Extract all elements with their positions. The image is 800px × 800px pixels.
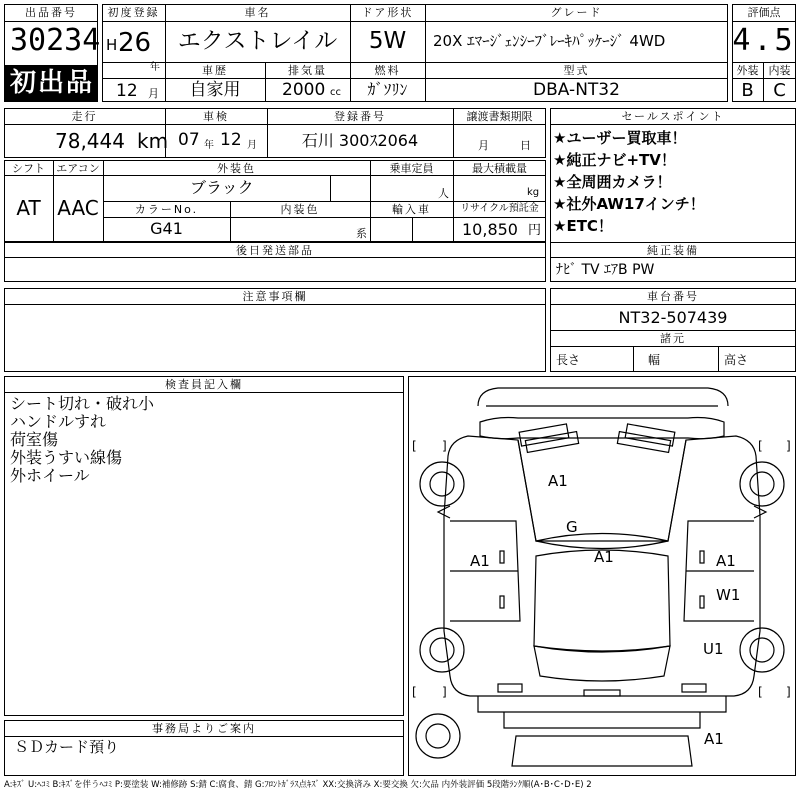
displacement-value: 2000 [282, 80, 326, 100]
mark-right-front: A1 [716, 552, 736, 570]
first-reg-month: 12 [116, 81, 138, 101]
svg-text:]: ] [786, 439, 791, 453]
ext-color-value: ブラック [190, 178, 254, 197]
sales-point-item: ★全周囲カメラ！ [553, 173, 672, 191]
notes-label: 注意事項欄 [242, 290, 308, 303]
recycle-unit: 円 [528, 223, 542, 238]
svg-text:]: ] [442, 685, 447, 699]
specs-label: 諸元 [660, 332, 686, 345]
int-grade-value: C [773, 80, 786, 101]
displacement-label: 排気量 [288, 64, 327, 77]
inspector-line: シート切れ・破れ小 [10, 394, 155, 413]
sales-point-item: ★純正ナビ+TV！ [553, 151, 676, 169]
int-color-unit: 系 [356, 227, 367, 240]
history-value: 自家用 [189, 80, 241, 100]
month-unit: 月 [148, 87, 159, 100]
mileage-value: 78,444 [55, 129, 125, 153]
displacement-unit: cc [330, 87, 341, 98]
office-value: ＳＤカード預り [14, 738, 120, 756]
model-label: 型式 [563, 64, 590, 77]
import-label: 輸入車 [392, 203, 431, 216]
ext-grade-label: 外装 [736, 64, 759, 77]
svg-text:[: [ [412, 685, 417, 699]
score-label: 評価点 [747, 6, 781, 19]
length-label: 長さ [556, 353, 581, 367]
inspector-line: 荷室傷 [10, 430, 59, 449]
lot-number: 30234 [10, 23, 101, 58]
car-diagram [408, 376, 796, 776]
mark-right-rear-door: W1 [716, 586, 741, 604]
ext-grade-value: B [741, 80, 754, 101]
year-unit: 年 [150, 62, 160, 73]
inspector-line: 外ホイール [10, 466, 90, 485]
model-value: DBA-NT32 [533, 80, 620, 100]
inspection-year-unit: 年 [204, 140, 214, 151]
recycle-label: リサイクル預託金 [460, 203, 539, 214]
sales-points-label: セールスポイント [621, 110, 725, 123]
inspection-year: 07 [178, 130, 200, 150]
door-value: 5W [368, 28, 407, 54]
svg-text:[: [ [412, 439, 417, 453]
lot-label: 出品番号 [25, 6, 77, 19]
grade-label: グレード [550, 6, 603, 19]
first-reg-label: 初度登録 [107, 6, 160, 19]
reg-number-value: 石川 300ｽ2064 [301, 131, 419, 150]
inspector-line: 外装うすい線傷 [10, 448, 123, 467]
shift-value: AT [16, 196, 41, 220]
recycle-value: 10,850 [462, 220, 518, 239]
first-reg-year: 26 [118, 28, 152, 58]
sales-point-item: ★社外AW17インチ！ [553, 195, 705, 213]
svg-text:]: ] [442, 439, 447, 453]
car-name-label: 車名 [244, 6, 271, 19]
transfer-day: 日 [520, 139, 531, 152]
sales-point-item: ★ETC！ [553, 217, 613, 235]
mark-right-quarter: U1 [703, 640, 724, 658]
max-load-label: 最大積載量 [472, 162, 527, 175]
later-parts-label: 後日発送部品 [236, 244, 314, 257]
transfer-label: 譲渡書類期限 [466, 110, 533, 123]
width-label: 幅 [648, 353, 661, 367]
svg-text:]: ] [786, 685, 791, 699]
mark-roof: A1 [594, 548, 614, 566]
color-no-value: G41 [150, 219, 183, 238]
capacity-label: 乗車定員 [389, 162, 434, 175]
fuel-value: ｶﾞｿﾘﾝ [367, 80, 408, 99]
svg-text:[: [ [758, 685, 763, 699]
chassis-label: 車台番号 [647, 290, 699, 303]
genuine-equipment-label: 純正装備 [647, 244, 699, 257]
inspection-label: 車検 [203, 110, 229, 123]
svg-text:[: [ [758, 439, 763, 453]
history-label: 車歴 [202, 64, 228, 77]
mark-hood: A1 [548, 472, 568, 490]
chassis-value: NT32-507439 [618, 308, 728, 327]
capacity-unit: 人 [438, 187, 449, 200]
genuine-equipment-value: ﾅﾋﾞ TV ｴｱB PW [556, 262, 655, 278]
mark-rear: A1 [704, 730, 724, 748]
mileage-label: 走行 [71, 110, 98, 123]
era-label: H [106, 36, 118, 54]
first-listing-text: 初出品 [10, 68, 95, 98]
reg-number-label: 登録番号 [334, 110, 386, 123]
aircon-value: AAC [57, 196, 99, 220]
mark-windshield: G [566, 518, 578, 536]
inspector-label: 検査員記入欄 [165, 378, 243, 391]
grade-value: 20X ｴﾏｰｼﾞｪﾝｼｰﾌﾞﾚｰｷﾊﾟｯｹｰｼﾞ 4WD [433, 32, 666, 50]
sales-point-item: ★ユーザー買取車！ [553, 129, 687, 147]
int-grade-label: 内装 [768, 64, 791, 77]
inspection-month-unit: 月 [247, 140, 257, 151]
aircon-label: エアコン [56, 162, 100, 175]
score-value: 4.5 [732, 23, 796, 58]
door-label: ドア形状 [361, 6, 414, 19]
height-label: 高さ [724, 353, 749, 367]
int-color-label: 内装色 [280, 203, 320, 216]
inspection-month: 12 [220, 130, 242, 150]
max-load-unit: kg [527, 187, 540, 198]
office-label: 事務局よりご案内 [152, 722, 256, 735]
fuel-label: 燃料 [374, 64, 401, 77]
inspector-line: ハンドルすれ [10, 412, 107, 431]
legend: A:ｷｽﾞ U:ﾍｺﾐ B:ｷｽﾞを伴うﾍｺﾐ P:要塗装 W:補修跡 S:錆 C:腐食、錆 G:ﾌﾛﾝﾄｶﾞﾗｽ点ｷｽﾞ XX:交換済み X:要交換 欠:欠品 内外装評価 5段階ﾗﾝｸ順(A･B･C･D･E) 2 [4, 780, 592, 790]
mark-left-front: A1 [470, 552, 490, 570]
car-name: エクストレイル [177, 28, 338, 54]
transfer-month: 月 [478, 139, 489, 152]
color-no-label: カラーNo. [134, 203, 199, 216]
mileage-unit: km [137, 129, 169, 153]
shift-label: シフト [12, 162, 45, 175]
ext-color-label: 外装色 [217, 162, 256, 175]
